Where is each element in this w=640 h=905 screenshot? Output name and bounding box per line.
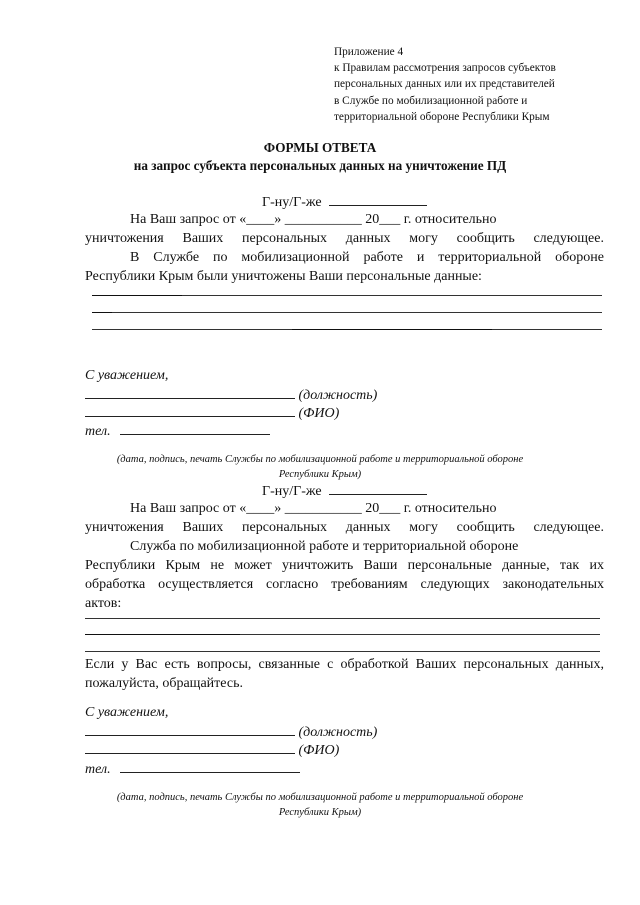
position-label: (должность) [298, 725, 378, 740]
document-title: ФОРМЫ ОТВЕТА [263, 140, 377, 155]
form2-request-line: На Ваш запрос от «____» ___________ 20___ г. относительно [130, 501, 497, 516]
form2-body-line3: обработка осуществляется согласно требованиям следующих законодательных [85, 577, 604, 592]
fio-label: (ФИО) [298, 743, 340, 758]
tel-row [85, 758, 300, 779]
position-label: (должность) [298, 388, 378, 403]
blank-line [92, 312, 112, 313]
appendix-line: в Службе по мобилизационной работе и [334, 94, 528, 107]
appendix-line: Приложение 4 [334, 46, 404, 58]
fio-blank [85, 739, 295, 754]
form2-body-line4: актов: [85, 596, 122, 611]
blank-line [85, 618, 600, 619]
blank-line [85, 634, 240, 635]
form1-body-line2: Республики Крым были уничтожены Ваши персональные данные: [85, 269, 482, 284]
tel-blank [120, 758, 300, 773]
form2-request-line2: уничтожения Ваших персональных данных могу сообщить следующее. [85, 520, 604, 535]
form1-body-line1: В Службе по мобилизационной работе и территориальной обороне [130, 250, 604, 265]
tel-label: тел. [85, 762, 111, 777]
appendix-line: территориальной обороне Республики Крым [334, 110, 550, 123]
appendix-line: к Правилам рассмотрения запросов субъектов [334, 62, 556, 75]
blank-line [85, 651, 600, 652]
salutation-label: Г-ну/Г-же [262, 195, 322, 210]
stamp-line: Республики Крым) [278, 807, 362, 818]
tel-blank [120, 420, 270, 435]
tel-row [85, 420, 270, 441]
document-subtitle: на запрос субъекта персональных данных на уничтожение ПД [133, 158, 507, 173]
position-blank [85, 721, 295, 736]
salutation-label: Г-ну/Г-же [262, 484, 322, 499]
form1-request-line: На Ваш запрос от «____» ___________ 20___ г. относительно [130, 212, 497, 227]
blank-line [292, 329, 492, 330]
position-blank [85, 384, 295, 399]
appendix-line: персональных данных или их представителей [334, 78, 555, 91]
stamp-note [0, 452, 640, 482]
appendix-note [334, 44, 624, 125]
blank-line [240, 634, 600, 635]
blank-line [92, 295, 182, 296]
fio-row [85, 739, 339, 760]
stamp-note [0, 790, 640, 820]
regards-text: С уважением, [85, 368, 169, 383]
regards-text: С уважением, [85, 705, 169, 720]
blank-line [92, 329, 292, 330]
form2-body-line1: Служба по мобилизационной работе и территориальной обороне [130, 539, 519, 554]
questions-line1: Если у Вас есть вопросы, связанные с обработкой Ваших персональных данных, [85, 657, 604, 672]
questions-line2: пожалуйста, обращайтесь. [85, 676, 243, 691]
stamp-line: (дата, подпись, печать Службы по мобилизационной работе и территориальной обороне [116, 792, 524, 803]
tel-label: тел. [85, 424, 111, 439]
addressee-blank [329, 191, 427, 206]
fio-label: (ФИО) [298, 406, 340, 421]
addressee-blank [329, 480, 427, 495]
stamp-line: Республики Крым) [278, 469, 362, 480]
blank-line [182, 295, 602, 296]
form1-request-line2: уничтожения Ваших персональных данных могу сообщить следующее. [85, 231, 604, 246]
stamp-line: (дата, подпись, печать Службы по мобилизационной работе и территориальной обороне [116, 454, 524, 465]
fio-blank [85, 402, 295, 417]
form2-body-line2: Республики Крым не может уничтожить Ваши персональные данные, так их [85, 558, 604, 573]
blank-line [492, 329, 602, 330]
blank-line [112, 312, 602, 313]
